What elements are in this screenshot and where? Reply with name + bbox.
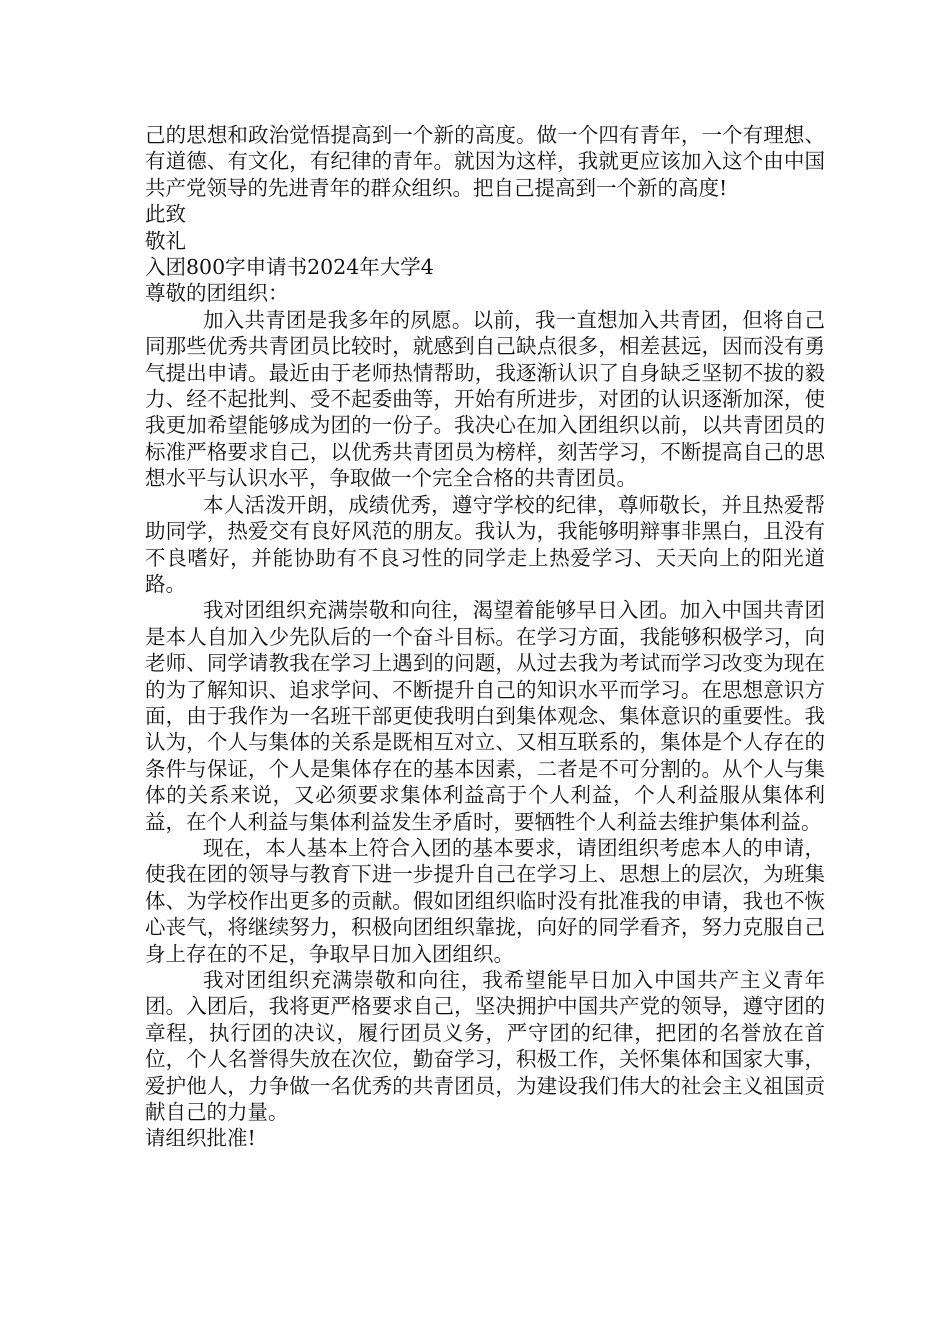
body-paragraph: 我对团组织充满崇敬和向往，渴望着能够早日入团。加入中国共青团是本人自加入少先队后的一个奋斗目标。在学习方面，我能够积极学习，向老师、同学请教我在学习上遇到的问题，从过去我为考试而学习改变为现在的为了解知识、追求学问、不断提升自己的知识水平而学习。在思想意识方面，由于我作为一名班干部更使我明白到集体观念、集体意识的重要性。我认为，个人与集体的关系是既相互对立、又相互联系的，集体是个人存在的条件与保证，个人是集体存在的基本因素，二者是不可分割的。从个人与集体的关系来说，又必须要求集体利益高于个人利益，个人利益服从集体利益，在个人利益与集体利益发生矛盾时，要牺牲个人利益去维护集体利益。 [145,598,825,834]
continuation-paragraph: 己的思想和政治觉悟提高到一个新的高度。做一个四有青年，一个有理想、有道德、有文化，有纪律的青年。就因为这样，我就更应该加入这个由中国共产党领导的先进青年的群众组织。把自己提高到一个新的高度! [145,123,825,200]
closing-request: 请组织批准! [145,1126,256,1151]
body-paragraph: 现在，本人基本上符合入团的基本要求，请团组织考虑本人的申请，使我在团的领导与教育下进一步提升自己在学习上、思想上的层次，为班集体、为学校作出更多的贡献。假如团组织临时没有批准我的申请，我也不恢心丧气，将继续努力，积极向团组织靠拢，向好的同学看齐，努力克服自己身上存在的不足，争取早日加入团组织。 [145,835,825,966]
body-paragraph: 我对团组织充满崇敬和向往，我希望能早日加入中国共产主义青年团。入团后，我将更严格要求自己，坚决拥护中国共产党的领导，遵守团的章程，执行团的决议，履行团员义务，严守团的纪律，把团的名誉放在首位，个人名誉得失放在次位，勤奋学习，积极工作，关怀集体和国家大事，爱护他人，力争做一名优秀的共青团员，为建设我们伟大的社会主义祖国贡献自己的力量。 [145,968,825,1125]
body-paragraph: 本人活泼开朗，成绩优秀，遵守学校的纪律，尊师敬长，并且热爱帮助同学，热爱交有良好风范的朋友。我认为，我能够明辩事非黑白，且没有不良嗜好，并能协助有不良习性的同学走上热爱学习、天天向上的阳光道路。 [145,492,825,596]
closing-cizhi: 此致 [145,202,186,227]
body-paragraph: 加入共青团是我多年的夙愿。以前，我一直想加入共青团，但将自己同那些优秀共青团员比较时，就感到自己缺点很多，相差甚远，因而没有勇气提出申请。最近由于老师热情帮助，我逐渐认识了自身缺乏坚韧不拔的毅力、经不起批判、受不起委曲等，开始有所进步，对团的认识逐渐加深，使我更加希望能够成为团的一份子。我决心在加入团组织以前，以共青团员的标准严格要求自己，以优秀共青团员为榜样，刻苦学习，不断提高自己的思想水平与认识水平，争取做一个完全合格的共青团员。 [145,307,825,491]
salutation: 尊敬的团组织： [145,281,289,306]
document-page [145,122,825,1152]
closing-jingli: 敬礼 [145,228,186,253]
letter-heading: 入团800字申请书2024年大学4 [145,255,434,280]
